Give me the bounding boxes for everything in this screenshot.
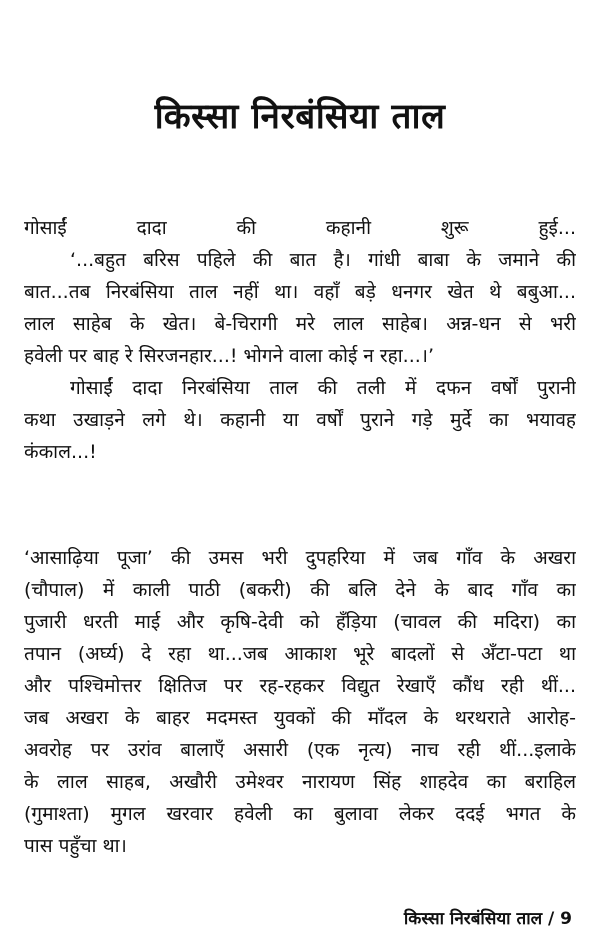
text-line: अवरोह पर उरांव बालाएँ असारी (एक नृत्य) नाच रही थीं...इलाके [24,739,576,761]
text-line: तपान (अर्घ्य) दे रहा था...जब आकाश भूरे बादलों से अँटा-पटा था [24,643,576,665]
text-line: लाल साहेब के खेत। बे-चिरागी मरे लाल साहेब। अन्न-धन से भरी [24,313,576,335]
text-line: और पश्चिमोत्तर क्षितिज पर रह-रहकर विद्युत रेखाएँ कौंध रही थीं... [24,675,576,697]
text-line: (चौपाल) में काली पाठी (बकरी) की बलि देने के बाद गाँव का [24,579,576,601]
text-line: जब अखरा के बाहर मदमस्त युवकों की माँदल के थरथराते आरोह- [24,707,576,729]
section-1 [24,212,576,468]
text-line: ‘...बहुत बरिस पहिले की बात है। गांधी बाबा के जमाने की [70,249,576,271]
text-line: कंकाल...! [24,441,97,463]
text-line: (गुमाश्ता) मुगल खरवार हवेली का बुलावा लेकर ददई भगत के [24,803,576,825]
text-line: हवेली पर बाह रे सिरजनहार...! भोगने वाला कोई न रहा...।’ [24,345,435,367]
text-line: पुजारी धरती माई और कृषि-देवी को हँड़िया (चावल की मदिरा) का [24,611,576,633]
text-line: गोसाईं दादा निरबंसिया ताल की तली में दफन वर्षों पुरानी [70,377,576,399]
text-line: के लाल साहब, अखौरी उमेश्वर नारायण सिंह शाहदेव का बराहिल [24,771,576,793]
section-2 [24,542,576,862]
text-line: पास पहुँचा था। [24,835,127,857]
text-line: गोसाईं दादा की कहानी शुरू हुई... [24,217,576,239]
running-footer: किस्सा निरबंसिया ताल / 9 [403,909,572,929]
text-line: बात...तब निरबंसिया ताल नहीं था। वहाँ बड़े धनगर खेत थे बबुआ... [24,281,576,303]
chapter-title: किस्सा निरबंसिया ताल [154,97,446,137]
text-line: कथा उखाड़ने लगे थे। कहानी या वर्षों पुराने गड़े मुर्दे का भयावह [24,409,576,431]
text-line: ‘आसाढ़िया पूजा’ की उमस भरी दुपहरिया में जब गाँव के अखरा [24,547,576,569]
